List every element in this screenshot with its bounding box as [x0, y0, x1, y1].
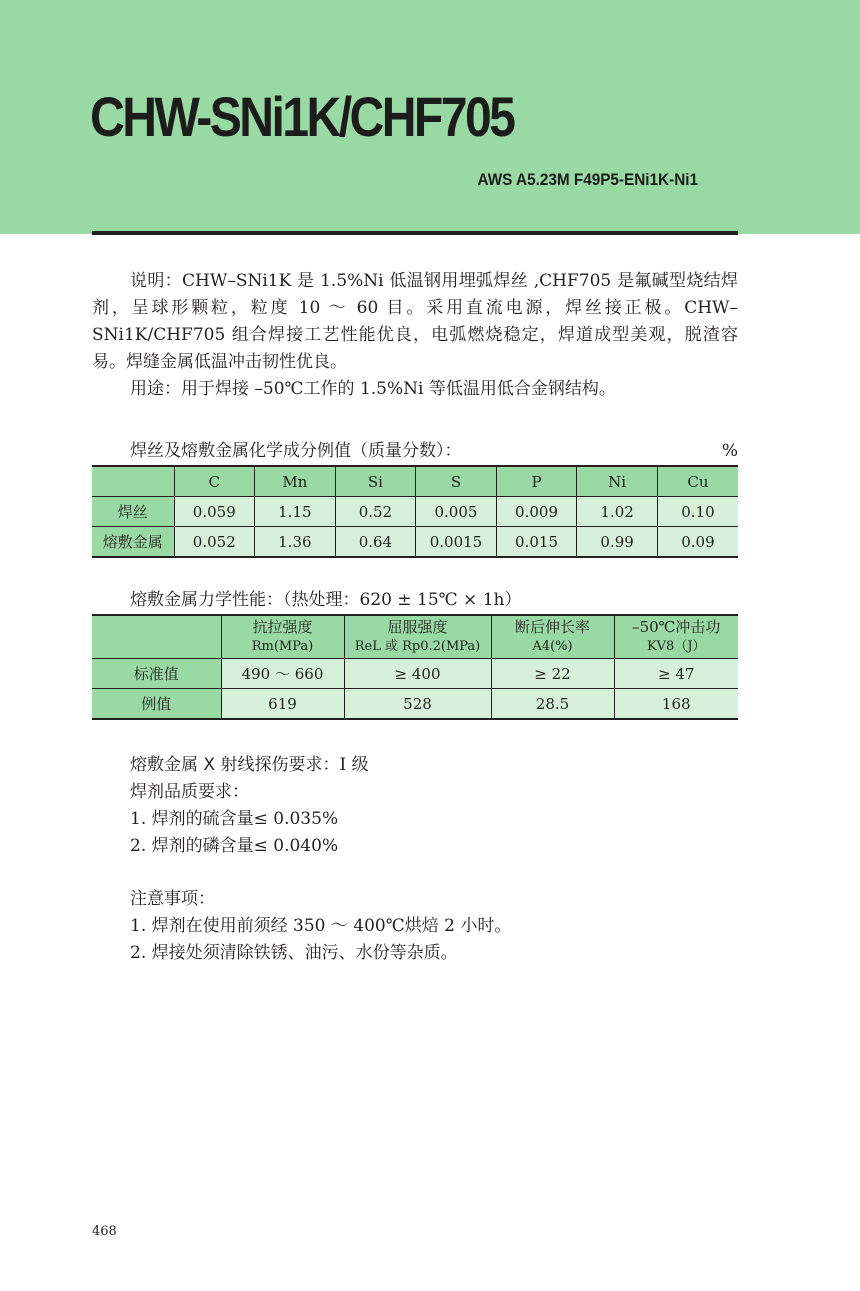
mech-header-row [92, 615, 738, 659]
notes-item: 1. 焊剂在使用前须经 350 ～ 400℃烘焙 2 小时。 [130, 916, 512, 936]
flux-quality-item: 2. 焊剂的磷含量≤ 0.040% [130, 836, 339, 856]
chem-header-cell: S [416, 466, 497, 497]
table-cell: 0.99 [577, 527, 658, 558]
page-number: 468 [92, 1224, 117, 1239]
description-text: CHW–SNi1K 是 1.5%Ni 低温钢用埋弧焊丝 ,CHF705 是氟碱型烧结焊剂，呈球形颗粒，粒度 10 ～ 60 目。采用直流电源，焊丝接正极。CHW–SNi1K/CHF705 组合焊接工艺性能优良，电弧燃烧稳定，焊道成型美观，脱渣容易。焊缝金属低温冲击韧性优良。 [92, 271, 739, 372]
header-top: 抗拉强度 [252, 618, 313, 636]
table-cell: 0.0015 [416, 527, 497, 558]
row-label: 例值 [92, 689, 221, 720]
table-cell: 1.36 [255, 527, 336, 558]
table-row [92, 659, 738, 689]
table-cell: 0.059 [174, 497, 255, 527]
header-band [0, 0, 860, 234]
page-title: CHW-SNi1K/CHF705 [90, 85, 514, 148]
table-cell: 1.02 [577, 497, 658, 527]
notes-item: 2. 焊接处须清除铁锈、油污、水份等杂质。 [130, 943, 458, 963]
xray-requirement [130, 752, 738, 779]
table-cell: 0.005 [416, 497, 497, 527]
chem-heading [130, 437, 738, 465]
mech-heading-lead: 熔敷金属力学性能： [130, 590, 283, 610]
chem-unit: % [721, 441, 738, 461]
table-cell: 168 [614, 689, 738, 720]
content [92, 268, 738, 967]
table-cell: 0.015 [496, 527, 577, 558]
header-top: –50℃冲击功 [632, 618, 721, 636]
description-paragraph [92, 268, 738, 376]
chem-header-cell: Mn [255, 466, 336, 497]
row-label: 标准值 [92, 659, 221, 689]
mech-table [92, 614, 738, 720]
table-cell: 28.5 [491, 689, 614, 720]
mech-heading [130, 586, 738, 614]
chem-header-cell: Ni [577, 466, 658, 497]
table-cell: 0.10 [657, 497, 738, 527]
flux-quality-heading: 焊剂品质要求： [130, 782, 249, 802]
header-top: 断后伸长率 [514, 618, 590, 636]
xray-value: I 级 [339, 755, 369, 775]
table-cell: 0.64 [335, 527, 416, 558]
header-bottom: A4(%) [532, 639, 573, 654]
chem-header-cell: Cu [657, 466, 738, 497]
usage-paragraph [92, 376, 738, 403]
header-bottom: ReL 或 Rp0.2(MPa) [354, 639, 481, 654]
chem-table [92, 465, 738, 558]
mech-header-cell [614, 615, 738, 659]
aws-standard: AWS A5.23M F49P5-ENi1K-Ni1 [477, 170, 698, 189]
chem-header-cell: P [496, 466, 577, 497]
xray-lead: 熔敷金属 X 射线探伤要求： [130, 755, 340, 775]
table-cell: 528 [344, 689, 491, 720]
mech-header-empty [92, 615, 221, 659]
table-row [92, 527, 738, 558]
mech-header-cell [491, 615, 614, 659]
table-cell: 490 ～ 660 [221, 659, 344, 689]
usage-text: 用于焊接 –50℃工作的 1.5%Ni 等低温用低合金钢结构。 [181, 379, 616, 399]
description-lead: 说明： [130, 271, 183, 291]
mech-header-cell [221, 615, 344, 659]
mech-heading-note: （热处理：620 ± 15℃ × 1h） [283, 590, 522, 610]
flux-quality-item: 1. 焊剂的硫含量≤ 0.035% [130, 809, 339, 829]
table-cell: 0.09 [657, 527, 738, 558]
table-cell: 1.15 [255, 497, 336, 527]
chem-header-row [92, 466, 738, 497]
chem-header-cell [92, 466, 174, 497]
chem-header-cell: Si [335, 466, 416, 497]
table-cell: ≥ 400 [344, 659, 491, 689]
header-rule [92, 231, 738, 235]
table-cell: 0.052 [174, 527, 255, 558]
notes-heading: 注意事项： [130, 889, 215, 909]
table-cell: 0.009 [496, 497, 577, 527]
table-cell: ≥ 22 [491, 659, 614, 689]
chem-heading-text: 焊丝及熔敷金属化学成分例值（质量分数）： [130, 441, 462, 461]
row-label: 焊丝 [92, 497, 174, 527]
table-cell: 0.52 [335, 497, 416, 527]
row-label: 熔敷金属 [92, 527, 174, 558]
table-cell: ≥ 47 [614, 659, 738, 689]
chem-header-cell: C [174, 466, 255, 497]
header-bottom: KV8（J） [646, 639, 706, 654]
mech-header-cell [344, 615, 491, 659]
table-row [92, 497, 738, 527]
header-bottom: Rm(MPa) [251, 639, 314, 654]
header-top: 屈服强度 [387, 618, 448, 636]
table-row [92, 689, 738, 720]
usage-lead: 用途： [130, 379, 181, 399]
table-cell: 619 [221, 689, 344, 720]
